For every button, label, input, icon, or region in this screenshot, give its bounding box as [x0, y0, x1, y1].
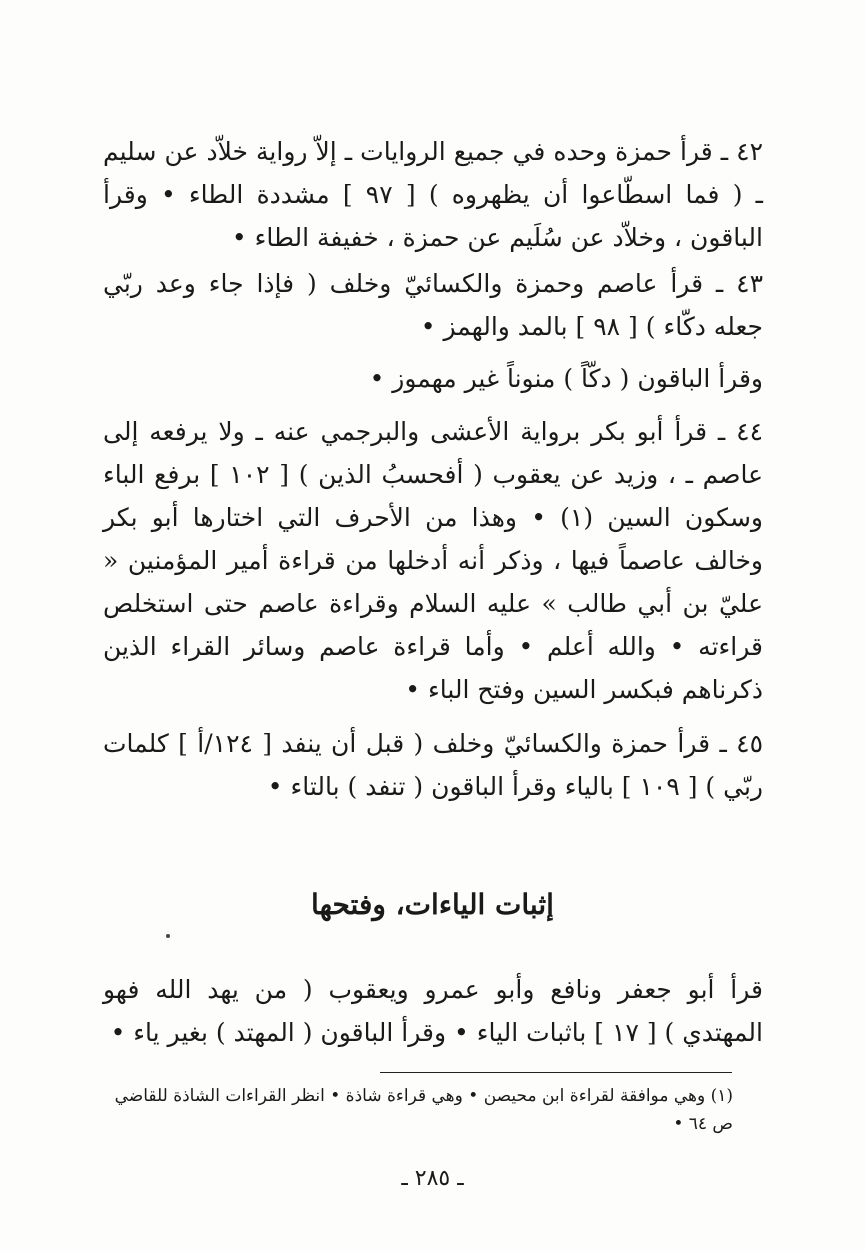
- scan-speck: [166, 934, 170, 938]
- paragraph-43-continuation: وقرأ الباقون ( دكّاً ) منوناً غير مهموز •: [369, 364, 763, 393]
- page-number: ـ ٢٨٥ ـ: [401, 1166, 464, 1191]
- section-heading: إثبات الياءات، وفتحها: [311, 888, 554, 921]
- paragraph-43: ٤٣ ـ قرأ عاصم وحمزة والكسائيّ وخلف ( فإذا جاء وعد ربّي جعله دكّاء ) [ ٩٨ ] بالمد والهمز •: [103, 269, 763, 341]
- paragraph-42: ٤٢ ـ قرأ حمزة وحده في جميع الروايات ـ إلاّ رواية خلاّد عن سليم ـ ( فما اسطّاعوا أن يظهروه ) [ ٩٧ ] مشددة الطاء • وقرأ الباقون ، وخلاّد عن سُلَيم عن حمزة ، خفيفة الطاء •: [103, 137, 763, 252]
- footnote-divider: [380, 1072, 732, 1073]
- paragraph-45: ٤٥ ـ قرأ حمزة والكسائيّ وخلف ( قبل أن ينفد [ ١٢٤/أ ] كلمات ربّي ) [ ١٠٩ ] بالياء وقرأ الباقون ( تنفد ) بالتاء •: [103, 729, 763, 801]
- section-paragraph: قرأ أبو جعفر ونافع وأبو عمرو ويعقوب ( من يهد الله فهو المهتدي ) [ ١٧ ] باثبات الياء • وقرأ الباقون ( المهتد ) بغير ياء •: [103, 975, 763, 1047]
- footnote: (١) وهي موافقة لقراءة ابن محيصن • وهي قراءة شاذة • انظر القراءات الشاذة للقاضي ص ٦٤ •: [114, 1086, 733, 1134]
- paragraph-44: ٤٤ ـ قرأ أبو بكر برواية الأعشى والبرجمي عنه ـ ولا يرفعه إلى عاصم ـ ، وزيد عن يعقوب ( أفحسبُ الذين ) [ ١٠٢ ] برفع الباء وسكون السين (١) • وهذا من الأحرف التي اختارها أبو بكر وخالف عاصماً فيها ، وذكر أنه أدخلها من قراءة أمير المؤمنين « عليّ بن أبي طالب » عليه السلام وقراءة عاصم حتى استخلص قراءته • والله أعلم • وأما قراءة عاصم وسائر القراء الذين ذكرناهم فبكسر السين وفتح الباء •: [103, 417, 763, 704]
